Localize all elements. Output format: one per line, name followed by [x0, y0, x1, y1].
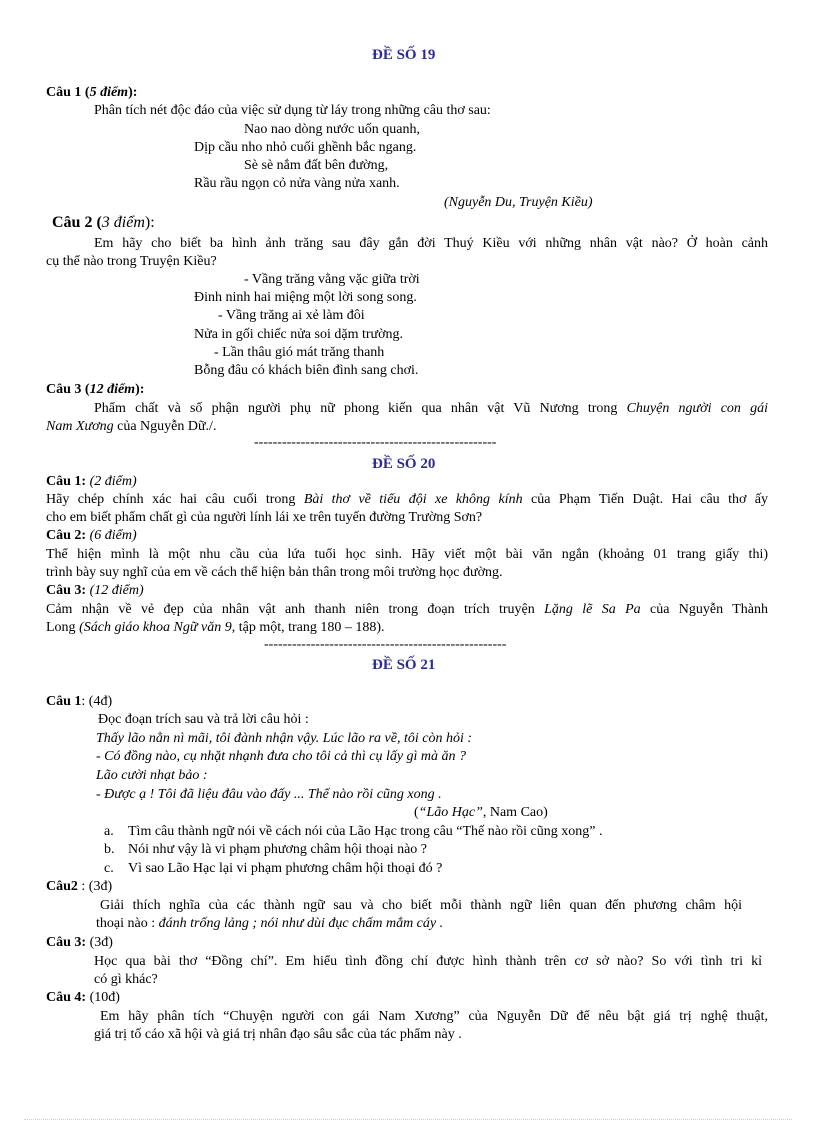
- de21-q3-line2: có gì khác?: [94, 972, 158, 987]
- de19-title: ĐỀ SỐ 19: [372, 47, 436, 63]
- de21-q1-source: (“Lão Hạc”, Nam Cao): [414, 805, 548, 820]
- de19-q2-heading: Câu 2 (3 điểm):: [52, 214, 155, 231]
- de20-separator: ----------------------------------------------------: [264, 637, 507, 652]
- de21-q2-heading: Câu2 : (3đ): [46, 879, 113, 894]
- de19-q3-line2: Nam Xương của Nguyễn Dữ./.: [46, 419, 217, 434]
- de19-q2-prompt-line1: Em hãy cho biết ba hình ảnh trăng sau đây gắn đời Thuý Kiều với những nhân vật nào? Ở hoàn cảnh: [94, 236, 768, 251]
- de21-q3-line1: Học qua bài thơ “Đồng chí”. Em hiểu tình đồng chí được hình thành trên cơ sở nào? So với tình tri kỉ: [94, 954, 762, 969]
- de19-q2-poem-line: - Vầng trăng vằng vặc giữa trời: [244, 272, 420, 287]
- de21-q1-sub-a: a. Tìm câu thành ngữ nói về cách nói của Lão Hạc trong câu “Thế nào rồi cũng xong” .: [104, 824, 603, 839]
- de20-title: ĐỀ SỐ 20: [372, 456, 436, 472]
- de19-q1-poem-line: Sè sè nắm đất bên đường,: [244, 158, 389, 173]
- de20-q1-heading: Câu 1: (2 điểm): [46, 474, 137, 489]
- de20-q2-line1: Thể hiện mình là một nhu cầu của lứa tuổi học sinh. Hãy viết một bài văn ngắn (khoảng 01 trang giấy thi): [46, 547, 768, 562]
- de19-q1-heading: Câu 1 (5 điểm):: [46, 85, 138, 100]
- de21-q4-heading: Câu 4: (10đ): [46, 990, 120, 1005]
- de20-q1-line2: cho em biết phẩm chất gì của người lính lái xe trên tuyến đường Trường Sơn?: [46, 510, 483, 525]
- de19-q3-line1: Phẩm chất và số phận người phụ nữ phong kiến qua nhân vật Vũ Nương trong Chuyện người con gái: [94, 401, 769, 416]
- de21-q4-line1: Em hãy phân tích “Chuyện người con gái Nam Xương” của Nguyễn Dữ để nêu bật giá trị nghệ thuật,: [100, 1009, 768, 1024]
- de19-q2-poem-line: Đinh ninh hai miệng một lời song song.: [194, 290, 417, 305]
- de20-q1-line1: Hãy chép chính xác hai câu cuối trong Bài thơ về tiểu đội xe không kính của Phạm Tiến Duật. Hai câu thơ ấy: [46, 492, 769, 507]
- de21-q3-heading: Câu 3: (3đ): [46, 935, 113, 950]
- de19-q3-heading: Câu 3 (12 điểm):: [46, 382, 145, 397]
- de20-q3-line2: Long (Sách giáo khoa Ngữ văn 9, tập một, trang 180 – 188).: [46, 620, 385, 635]
- de19-q1-poem-line: Nao nao dòng nước uốn quanh,: [244, 122, 420, 137]
- de20-q3-line1: Cảm nhận về vẻ đẹp của nhân vật anh thanh niên trong đoạn trích truyện Lặng lẽ Sa Pa của Nguyễn Thành: [46, 602, 769, 617]
- de21-q1-sub-c: c. Vì sao Lão Hạc lại vi phạm phương châm hội thoại đó ?: [104, 861, 443, 876]
- de19-separator: ----------------------------------------------------: [254, 435, 497, 450]
- de19-q2-poem-line: Nửa in gối chiếc nửa soi dặm trường.: [194, 327, 404, 342]
- de19-q1-prompt: Phân tích nét độc đáo của việc sử dụng từ láy trong những câu thơ sau:: [94, 103, 491, 118]
- de21-q4-line2: giá trị tố cáo xã hội và giá trị nhân đạo sâu sắc của tác phẩm này .: [94, 1027, 462, 1042]
- de21-q1-intro: Đọc đoạn trích sau và trả lời câu hỏi :: [98, 712, 309, 727]
- de19-q2-poem-line: Bỗng đâu có khách biên đình sang chơi.: [194, 363, 419, 378]
- de19-q1-poem-line: Rầu rầu ngọn cỏ nửa vàng nửa xanh.: [194, 176, 400, 191]
- de21-q1-excerpt-line: Thấy lão nằn nì mãi, tôi đành nhận vậy. Lúc lão ra về, tôi còn hỏi :: [96, 731, 473, 746]
- de21-q1-heading: Câu 1: (4đ): [46, 694, 113, 709]
- de21-q2-line1: Giải thích nghĩa của các thành ngữ sau và cho biết mỗi thành ngữ liên quan đến phương châm hội: [100, 898, 742, 913]
- de20-q2-line2: trình bày suy nghĩ của em về cách thể hiện bản thân trong môi trường học đường.: [46, 565, 503, 580]
- de19-q2-prompt-line2: cụ thể nào trong Truyện Kiều?: [46, 254, 217, 269]
- de20-q2-heading: Câu 2: (6 điểm): [46, 528, 137, 543]
- de20-q3-heading: Câu 3: (12 điểm): [46, 583, 144, 598]
- de19-q2-poem-line: - Vầng trăng ai xẻ làm đôi: [218, 308, 365, 323]
- de19-q1-poem-line: Dịp cầu nho nhỏ cuối ghềnh bắc ngang.: [194, 140, 417, 155]
- de21-q1-excerpt-line: - Được ạ ! Tôi đã liệu đâu vào đấy ... Thế nào rồi cũng xong .: [96, 787, 442, 802]
- de21-title: ĐỀ SỐ 21: [372, 657, 436, 673]
- de21-q1-sub-b: b. Nói như vậy là vi phạm phương châm hội thoại nào ?: [104, 842, 428, 857]
- de19-q1-source: (Nguyễn Du, Truyện Kiều): [444, 195, 593, 210]
- page-bottom-rule: [24, 1119, 792, 1120]
- de21-q2-line2: thoại nào : đánh trống lảng ; nói như dùi đục chấm mắm cáy .: [96, 916, 444, 931]
- de19-q2-poem-line: - Lần thâu gió mát trăng thanh: [214, 345, 385, 360]
- de21-q1-excerpt-line: Lão cười nhạt bảo :: [96, 768, 208, 783]
- de21-q1-excerpt-line: - Có đồng nào, cụ nhặt nhạnh đưa cho tôi cả thì cụ lấy gì mà ăn ?: [96, 749, 467, 764]
